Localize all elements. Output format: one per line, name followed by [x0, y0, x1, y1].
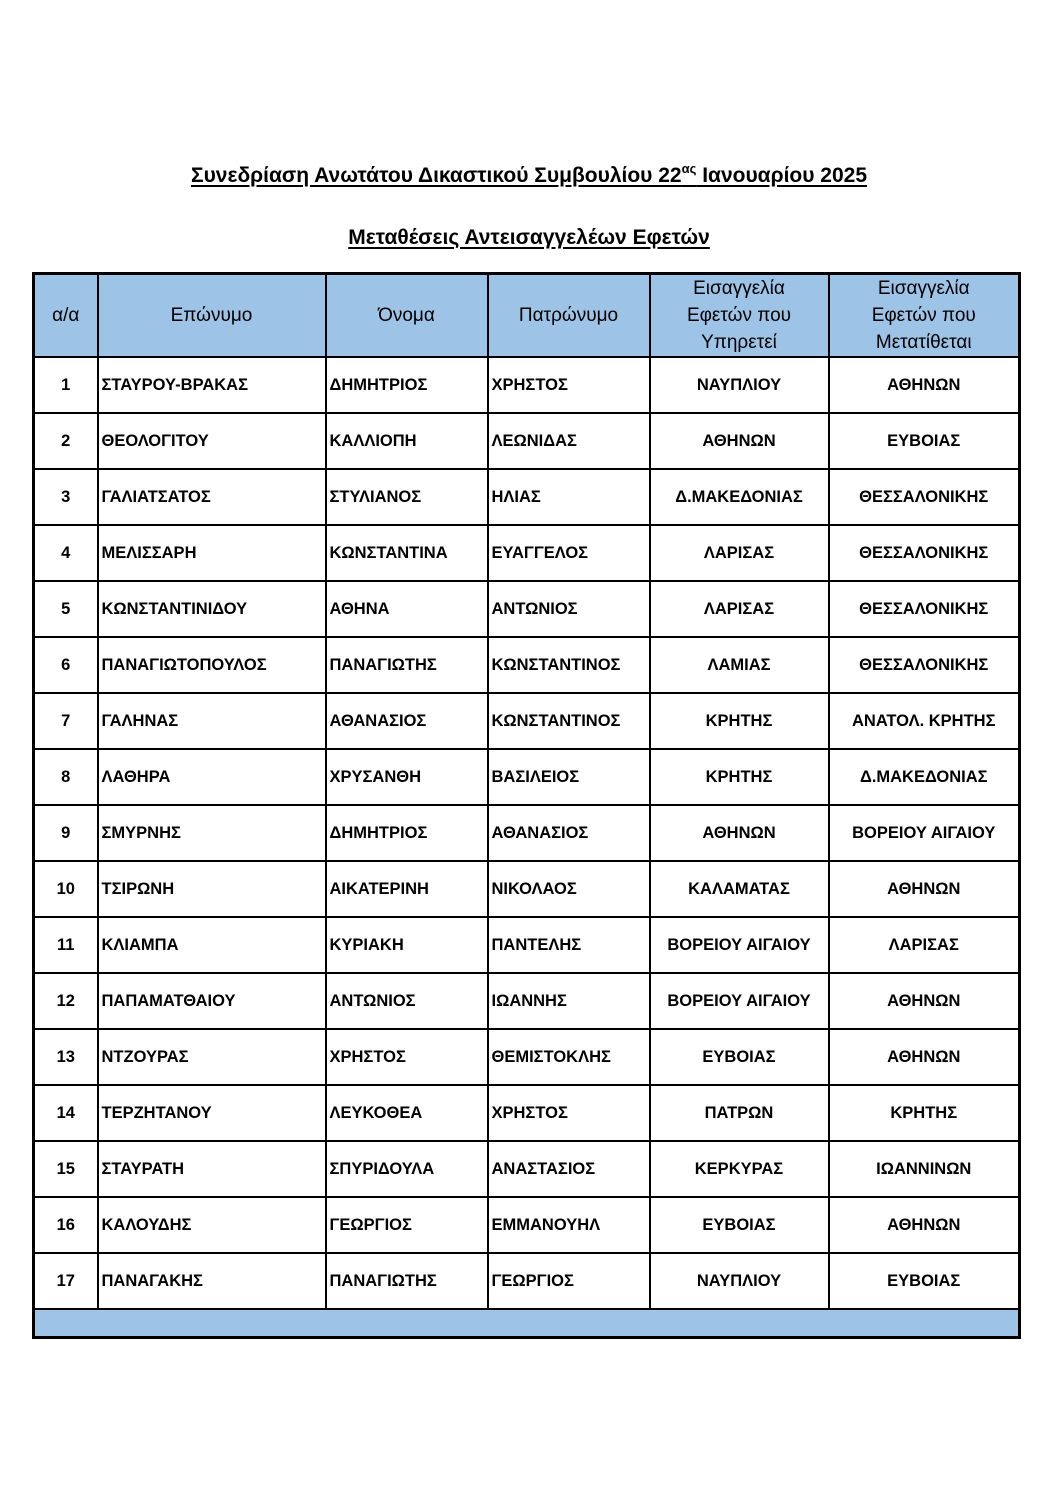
- cell-aa: 5: [34, 581, 98, 637]
- table-row: [34, 1197, 1020, 1253]
- cell-surname: ΓΑΛΗΝΑΣ: [98, 693, 326, 749]
- cell-aa: 2: [34, 413, 98, 469]
- cell-surname: ΠΑΝΑΓΙΩΤΟΠΟΥΛΟΣ: [98, 637, 326, 693]
- cell-aa: 7: [34, 693, 98, 749]
- cell-transfer: ΑΘΗΝΩΝ: [829, 1197, 1020, 1253]
- cell-serving: ΛΑΜΙΑΣ: [650, 637, 829, 693]
- table-row: [34, 973, 1020, 1029]
- cell-name: ΑΘΑΝΑΣΙΟΣ: [326, 693, 488, 749]
- cell-surname: ΜΕΛΙΣΣΑΡΗ: [98, 525, 326, 581]
- cell-patronymic: ΑΘΑΝΑΣΙΟΣ: [488, 805, 650, 861]
- cell-patronymic: ΝΙΚΟΛΑΟΣ: [488, 861, 650, 917]
- header-name: Όνομα: [326, 274, 488, 358]
- cell-serving: ΕΥΒΟΙΑΣ: [650, 1197, 829, 1253]
- table-row: [34, 693, 1020, 749]
- cell-patronymic: ΛΕΩΝΙΔΑΣ: [488, 413, 650, 469]
- cell-name: ΚΑΛΛΙΟΠΗ: [326, 413, 488, 469]
- cell-patronymic: ΚΩΝΣΤΑΝΤΙΝΟΣ: [488, 693, 650, 749]
- table-row: [34, 357, 1020, 413]
- cell-patronymic: ΘΕΜΙΣΤΟΚΛΗΣ: [488, 1029, 650, 1085]
- cell-patronymic: ΒΑΣΙΛΕΙΟΣ: [488, 749, 650, 805]
- header-transfer-line2: Εφετών που: [871, 305, 976, 326]
- cell-transfer: ΑΘΗΝΩΝ: [829, 357, 1020, 413]
- header-surname: Επώνυμο: [98, 274, 326, 358]
- cell-transfer: ΘΕΣΣΑΛΟΝΙΚΗΣ: [829, 581, 1020, 637]
- cell-serving: ΕΥΒΟΙΑΣ: [650, 1029, 829, 1085]
- cell-patronymic: ΙΩΑΝΝΗΣ: [488, 973, 650, 1029]
- cell-surname: ΠΑΝΑΓΑΚΗΣ: [98, 1253, 326, 1309]
- cell-surname: ΘΕΟΛΟΓΙΤΟΥ: [98, 413, 326, 469]
- cell-aa: 13: [34, 1029, 98, 1085]
- cell-serving: ΒΟΡΕΙΟΥ ΑΙΓΑΙΟΥ: [650, 973, 829, 1029]
- cell-serving: ΑΘΗΝΩΝ: [650, 805, 829, 861]
- cell-transfer: ΑΘΗΝΩΝ: [829, 1029, 1020, 1085]
- header-transfer-line1: Εισαγγελία: [877, 278, 970, 299]
- cell-surname: ΣΤΑΥΡΟΥ-ΒΡΑΚΑΣ: [98, 357, 326, 413]
- page-subtitle: Μεταθέσεις Αντεισαγγελέων Εφετών: [348, 226, 710, 249]
- table-row: [34, 1029, 1020, 1085]
- cell-patronymic: ΑΝΑΣΤΑΣΙΟΣ: [488, 1141, 650, 1197]
- title-main: Συνεδρίαση Ανωτάτου Δικαστικού Συμβουλίου 22: [190, 164, 682, 187]
- cell-transfer: ΘΕΣΣΑΛΟΝΙΚΗΣ: [829, 525, 1020, 581]
- cell-surname: ΤΣΙΡΩΝΗ: [98, 861, 326, 917]
- cell-aa: 17: [34, 1253, 98, 1309]
- cell-name: ΑΙΚΑΤΕΡΙΝΗ: [326, 861, 488, 917]
- table-row: [34, 637, 1020, 693]
- table-footer-cell: [34, 1309, 1020, 1338]
- cell-patronymic: ΑΝΤΩΝΙΟΣ: [488, 581, 650, 637]
- cell-aa: 11: [34, 917, 98, 973]
- cell-transfer: ΛΑΡΙΣΑΣ: [829, 917, 1020, 973]
- cell-transfer: ΕΥΒΟΙΑΣ: [829, 1253, 1020, 1309]
- title-tail: Ιανουαρίου 2025: [696, 164, 868, 187]
- header-serving: [650, 274, 829, 358]
- table-header-row: [34, 274, 1020, 358]
- cell-aa: 3: [34, 469, 98, 525]
- cell-transfer: ΑΘΗΝΩΝ: [829, 973, 1020, 1029]
- header-transfer: [829, 274, 1020, 358]
- cell-surname: ΚΩΝΣΤΑΝΤΙΝΙΔΟΥ: [98, 581, 326, 637]
- cell-serving: ΚΡΗΤΗΣ: [650, 693, 829, 749]
- cell-name: ΑΝΤΩΝΙΟΣ: [326, 973, 488, 1029]
- cell-surname: ΝΤΖΟΥΡΑΣ: [98, 1029, 326, 1085]
- cell-aa: 4: [34, 525, 98, 581]
- page-title: [0, 162, 1058, 190]
- table-row: [34, 805, 1020, 861]
- cell-aa: 8: [34, 749, 98, 805]
- cell-surname: ΣΤΑΥΡΑΤΗ: [98, 1141, 326, 1197]
- cell-surname: ΓΑΛΙΑΤΣΑΤΟΣ: [98, 469, 326, 525]
- table-row: [34, 1253, 1020, 1309]
- table-row: [34, 581, 1020, 637]
- cell-surname: ΣΜΥΡΝΗΣ: [98, 805, 326, 861]
- cell-aa: 10: [34, 861, 98, 917]
- cell-name: ΔΗΜΗΤΡΙΟΣ: [326, 805, 488, 861]
- cell-serving: ΝΑΥΠΛΙΟΥ: [650, 1253, 829, 1309]
- header-patronymic: Πατρώνυμο: [488, 274, 650, 358]
- cell-name: ΚΥΡΙΑΚΗ: [326, 917, 488, 973]
- cell-name: ΠΑΝΑΓΙΩΤΗΣ: [326, 637, 488, 693]
- header-transfer-line3: Μετατίθεται: [875, 332, 972, 353]
- table-row: [34, 749, 1020, 805]
- cell-name: ΣΤΥΛΙΑΝΟΣ: [326, 469, 488, 525]
- cell-transfer: ΘΕΣΣΑΛΟΝΙΚΗΣ: [829, 637, 1020, 693]
- cell-surname: ΠΑΠΑΜΑΤΘΑΙΟΥ: [98, 973, 326, 1029]
- cell-name: ΓΕΩΡΓΙΟΣ: [326, 1197, 488, 1253]
- cell-patronymic: ΕΥΑΓΓΕΛΟΣ: [488, 525, 650, 581]
- cell-name: ΛΕΥΚΟΘΕΑ: [326, 1085, 488, 1141]
- cell-aa: 16: [34, 1197, 98, 1253]
- table-row: [34, 413, 1020, 469]
- cell-patronymic: ΕΜΜΑΝΟΥΗΛ: [488, 1197, 650, 1253]
- cell-name: ΠΑΝΑΓΙΩΤΗΣ: [326, 1253, 488, 1309]
- cell-surname: ΛΑΘΗΡΑ: [98, 749, 326, 805]
- cell-aa: 14: [34, 1085, 98, 1141]
- cell-aa: 1: [34, 357, 98, 413]
- cell-serving: ΛΑΡΙΣΑΣ: [650, 525, 829, 581]
- cell-transfer: ΚΡΗΤΗΣ: [829, 1085, 1020, 1141]
- cell-serving: ΚΡΗΤΗΣ: [650, 749, 829, 805]
- cell-transfer: ΒΟΡΕΙΟΥ ΑΙΓΑΙΟΥ: [829, 805, 1020, 861]
- transfers-table: [32, 272, 1021, 1339]
- cell-aa: 15: [34, 1141, 98, 1197]
- header-serving-line3: Υπηρετεί: [701, 332, 777, 353]
- cell-patronymic: ΗΛΙΑΣ: [488, 469, 650, 525]
- cell-name: ΧΡΥΣΑΝΘΗ: [326, 749, 488, 805]
- header-aa: α/α: [34, 274, 98, 358]
- cell-patronymic: ΓΕΩΡΓΙΟΣ: [488, 1253, 650, 1309]
- cell-patronymic: ΚΩΝΣΤΑΝΤΙΝΟΣ: [488, 637, 650, 693]
- cell-aa: 6: [34, 637, 98, 693]
- cell-transfer: ΘΕΣΣΑΛΟΝΙΚΗΣ: [829, 469, 1020, 525]
- cell-name: ΔΗΜΗΤΡΙΟΣ: [326, 357, 488, 413]
- cell-aa: 12: [34, 973, 98, 1029]
- table-row: [34, 525, 1020, 581]
- table-row: [34, 1085, 1020, 1141]
- cell-serving: ΑΘΗΝΩΝ: [650, 413, 829, 469]
- cell-serving: ΚΑΛΑΜΑΤΑΣ: [650, 861, 829, 917]
- cell-surname: ΚΛΙΑΜΠΑ: [98, 917, 326, 973]
- cell-transfer: Δ.ΜΑΚΕΔΟΝΙΑΣ: [829, 749, 1020, 805]
- table-row: [34, 1141, 1020, 1197]
- cell-aa: 9: [34, 805, 98, 861]
- cell-transfer: ΙΩΑΝΝΙΝΩΝ: [829, 1141, 1020, 1197]
- cell-serving: Δ.ΜΑΚΕΔΟΝΙΑΣ: [650, 469, 829, 525]
- table-body: [34, 357, 1020, 1338]
- cell-transfer: ΑΘΗΝΩΝ: [829, 861, 1020, 917]
- cell-serving: ΚΕΡΚΥΡΑΣ: [650, 1141, 829, 1197]
- cell-name: ΧΡΗΣΤΟΣ: [326, 1029, 488, 1085]
- table-row: [34, 917, 1020, 973]
- header-serving-line2: Εφετών που: [686, 305, 792, 326]
- cell-serving: ΛΑΡΙΣΑΣ: [650, 581, 829, 637]
- cell-serving: ΒΟΡΕΙΟΥ ΑΙΓΑΙΟΥ: [650, 917, 829, 973]
- cell-serving: ΝΑΥΠΛΙΟΥ: [650, 357, 829, 413]
- cell-name: ΚΩΝΣΤΑΝΤΙΝΑ: [326, 525, 488, 581]
- cell-patronymic: ΧΡΗΣΤΟΣ: [488, 357, 650, 413]
- header-serving-line1: Εισαγγελία: [693, 278, 785, 299]
- cell-surname: ΚΑΛΟΥΔΗΣ: [98, 1197, 326, 1253]
- title-superscript: ας: [681, 161, 697, 176]
- cell-patronymic: ΧΡΗΣΤΟΣ: [488, 1085, 650, 1141]
- table-row: [34, 861, 1020, 917]
- cell-transfer: ΕΥΒΟΙΑΣ: [829, 413, 1020, 469]
- table-row: [34, 469, 1020, 525]
- table-footer-row: [34, 1309, 1020, 1338]
- cell-patronymic: ΠΑΝΤΕΛΗΣ: [488, 917, 650, 973]
- cell-surname: ΤΕΡΖΗΤΑΝΟΥ: [98, 1085, 326, 1141]
- cell-transfer: ΑΝΑΤΟΛ. ΚΡΗΤΗΣ: [829, 693, 1020, 749]
- cell-serving: ΠΑΤΡΩΝ: [650, 1085, 829, 1141]
- cell-name: ΑΘΗΝΑ: [326, 581, 488, 637]
- cell-name: ΣΠΥΡΙΔΟΥΛΑ: [326, 1141, 488, 1197]
